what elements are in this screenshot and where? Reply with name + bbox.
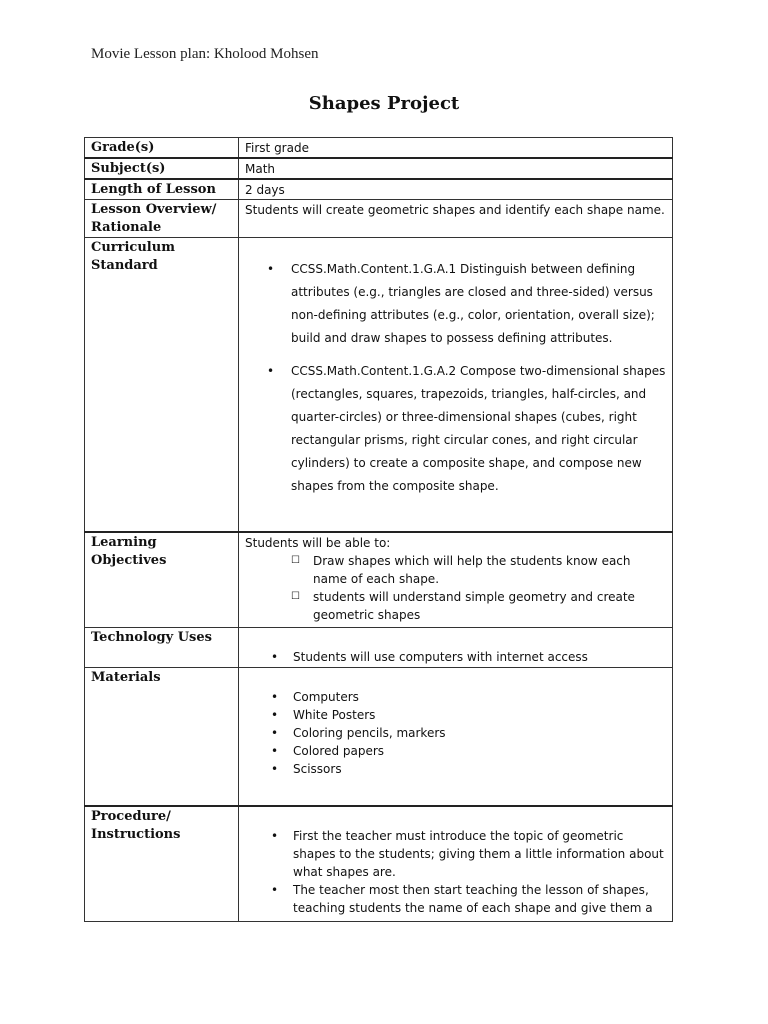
subject-value: Math (239, 158, 673, 179)
list-item (245, 552, 666, 588)
list-item: • Coloring pencils, markers (245, 724, 666, 742)
table-row-subject (85, 158, 673, 179)
table-row-grade (85, 138, 673, 159)
objectives-label: Learning Objectives (85, 532, 239, 628)
table-row-technology (85, 628, 673, 668)
list-item: • Scissors (245, 760, 666, 778)
technology-list (245, 648, 666, 666)
checkbox-icon: ☐ (291, 554, 300, 566)
objective-text: students will understand simple geometry and create geometric shapes (313, 589, 635, 622)
objectives-value (239, 532, 673, 628)
curriculum-label-line-1: Curriculum (91, 240, 175, 255)
procedure-list (245, 827, 666, 917)
curriculum-list (245, 258, 666, 498)
list-item (245, 588, 666, 624)
length-label: Length of Lesson (85, 179, 239, 200)
overview-label-line-1: Lesson Overview/ (91, 202, 217, 217)
document-header: Movie Lesson plan: Kholood Mohsen (91, 46, 319, 62)
lesson-plan-table (84, 137, 673, 922)
objectives-intro: Students will be able to: (245, 535, 391, 550)
overview-label (85, 200, 239, 238)
overview-label-line-2: Rationale (91, 220, 162, 235)
overview-value: Students will create geometric shapes and identify each shape name. (239, 200, 673, 238)
list-item: • White Posters (245, 706, 666, 724)
materials-list (245, 688, 666, 778)
list-item: • Colored papers (245, 742, 666, 760)
list-item: • The teacher most then start teaching the lesson of shapes, teaching students the name of each shape and give them a (245, 881, 666, 917)
checkbox-icon: ☐ (291, 590, 300, 602)
curriculum-value (239, 238, 673, 532)
procedure-label-line-1: Procedure/ (91, 808, 171, 824)
list-item: • Students will use computers with internet access (245, 648, 666, 666)
procedure-label-line-2: Instructions (91, 826, 181, 842)
table-row-overview (85, 200, 673, 238)
table-row-procedure (85, 806, 673, 922)
technology-value (239, 628, 673, 668)
list-item: • CCSS.Math.Content.1.G.A.1 Distinguish between defining attributes (e.g., triangles are closed and three-sided) versus non-defining attributes (e.g., color, orientation, overall size); build and draw shapes to possess defining attributes. (245, 258, 666, 350)
table-row-materials (85, 668, 673, 806)
materials-label: Materials (85, 668, 239, 806)
objective-text: Draw shapes which will help the students know each name of each shape. (313, 553, 631, 586)
curriculum-label-line-2: Standard (91, 258, 158, 273)
list-item: • First the teacher must introduce the topic of geometric shapes to the students; giving them a little information about what shapes are. (245, 827, 666, 881)
grade-value: First grade (239, 138, 673, 159)
procedure-value (239, 806, 673, 922)
page-title: Shapes Project (308, 93, 460, 114)
table-row-objectives (85, 532, 673, 628)
grade-label: Grade(s) (85, 138, 239, 159)
objectives-list (245, 552, 666, 624)
table-row-length (85, 179, 673, 200)
curriculum-label (85, 238, 239, 532)
length-value: 2 days (239, 179, 673, 200)
table-row-curriculum (85, 238, 673, 532)
procedure-label (85, 806, 239, 922)
materials-value (239, 668, 673, 806)
list-item: • CCSS.Math.Content.1.G.A.2 Compose two-dimensional shapes (rectangles, squares, trapezoids, triangles, half-circles, and quarter-circles) or three-dimensional shapes (cubes, right rectangular prisms, right circular cones, and right circular cylinders) to create a composite shape, and compose new shapes from the composite shape. (245, 360, 666, 498)
subject-label: Subject(s) (85, 158, 239, 179)
technology-label: Technology Uses (85, 628, 239, 668)
list-item: • Computers (245, 688, 666, 706)
